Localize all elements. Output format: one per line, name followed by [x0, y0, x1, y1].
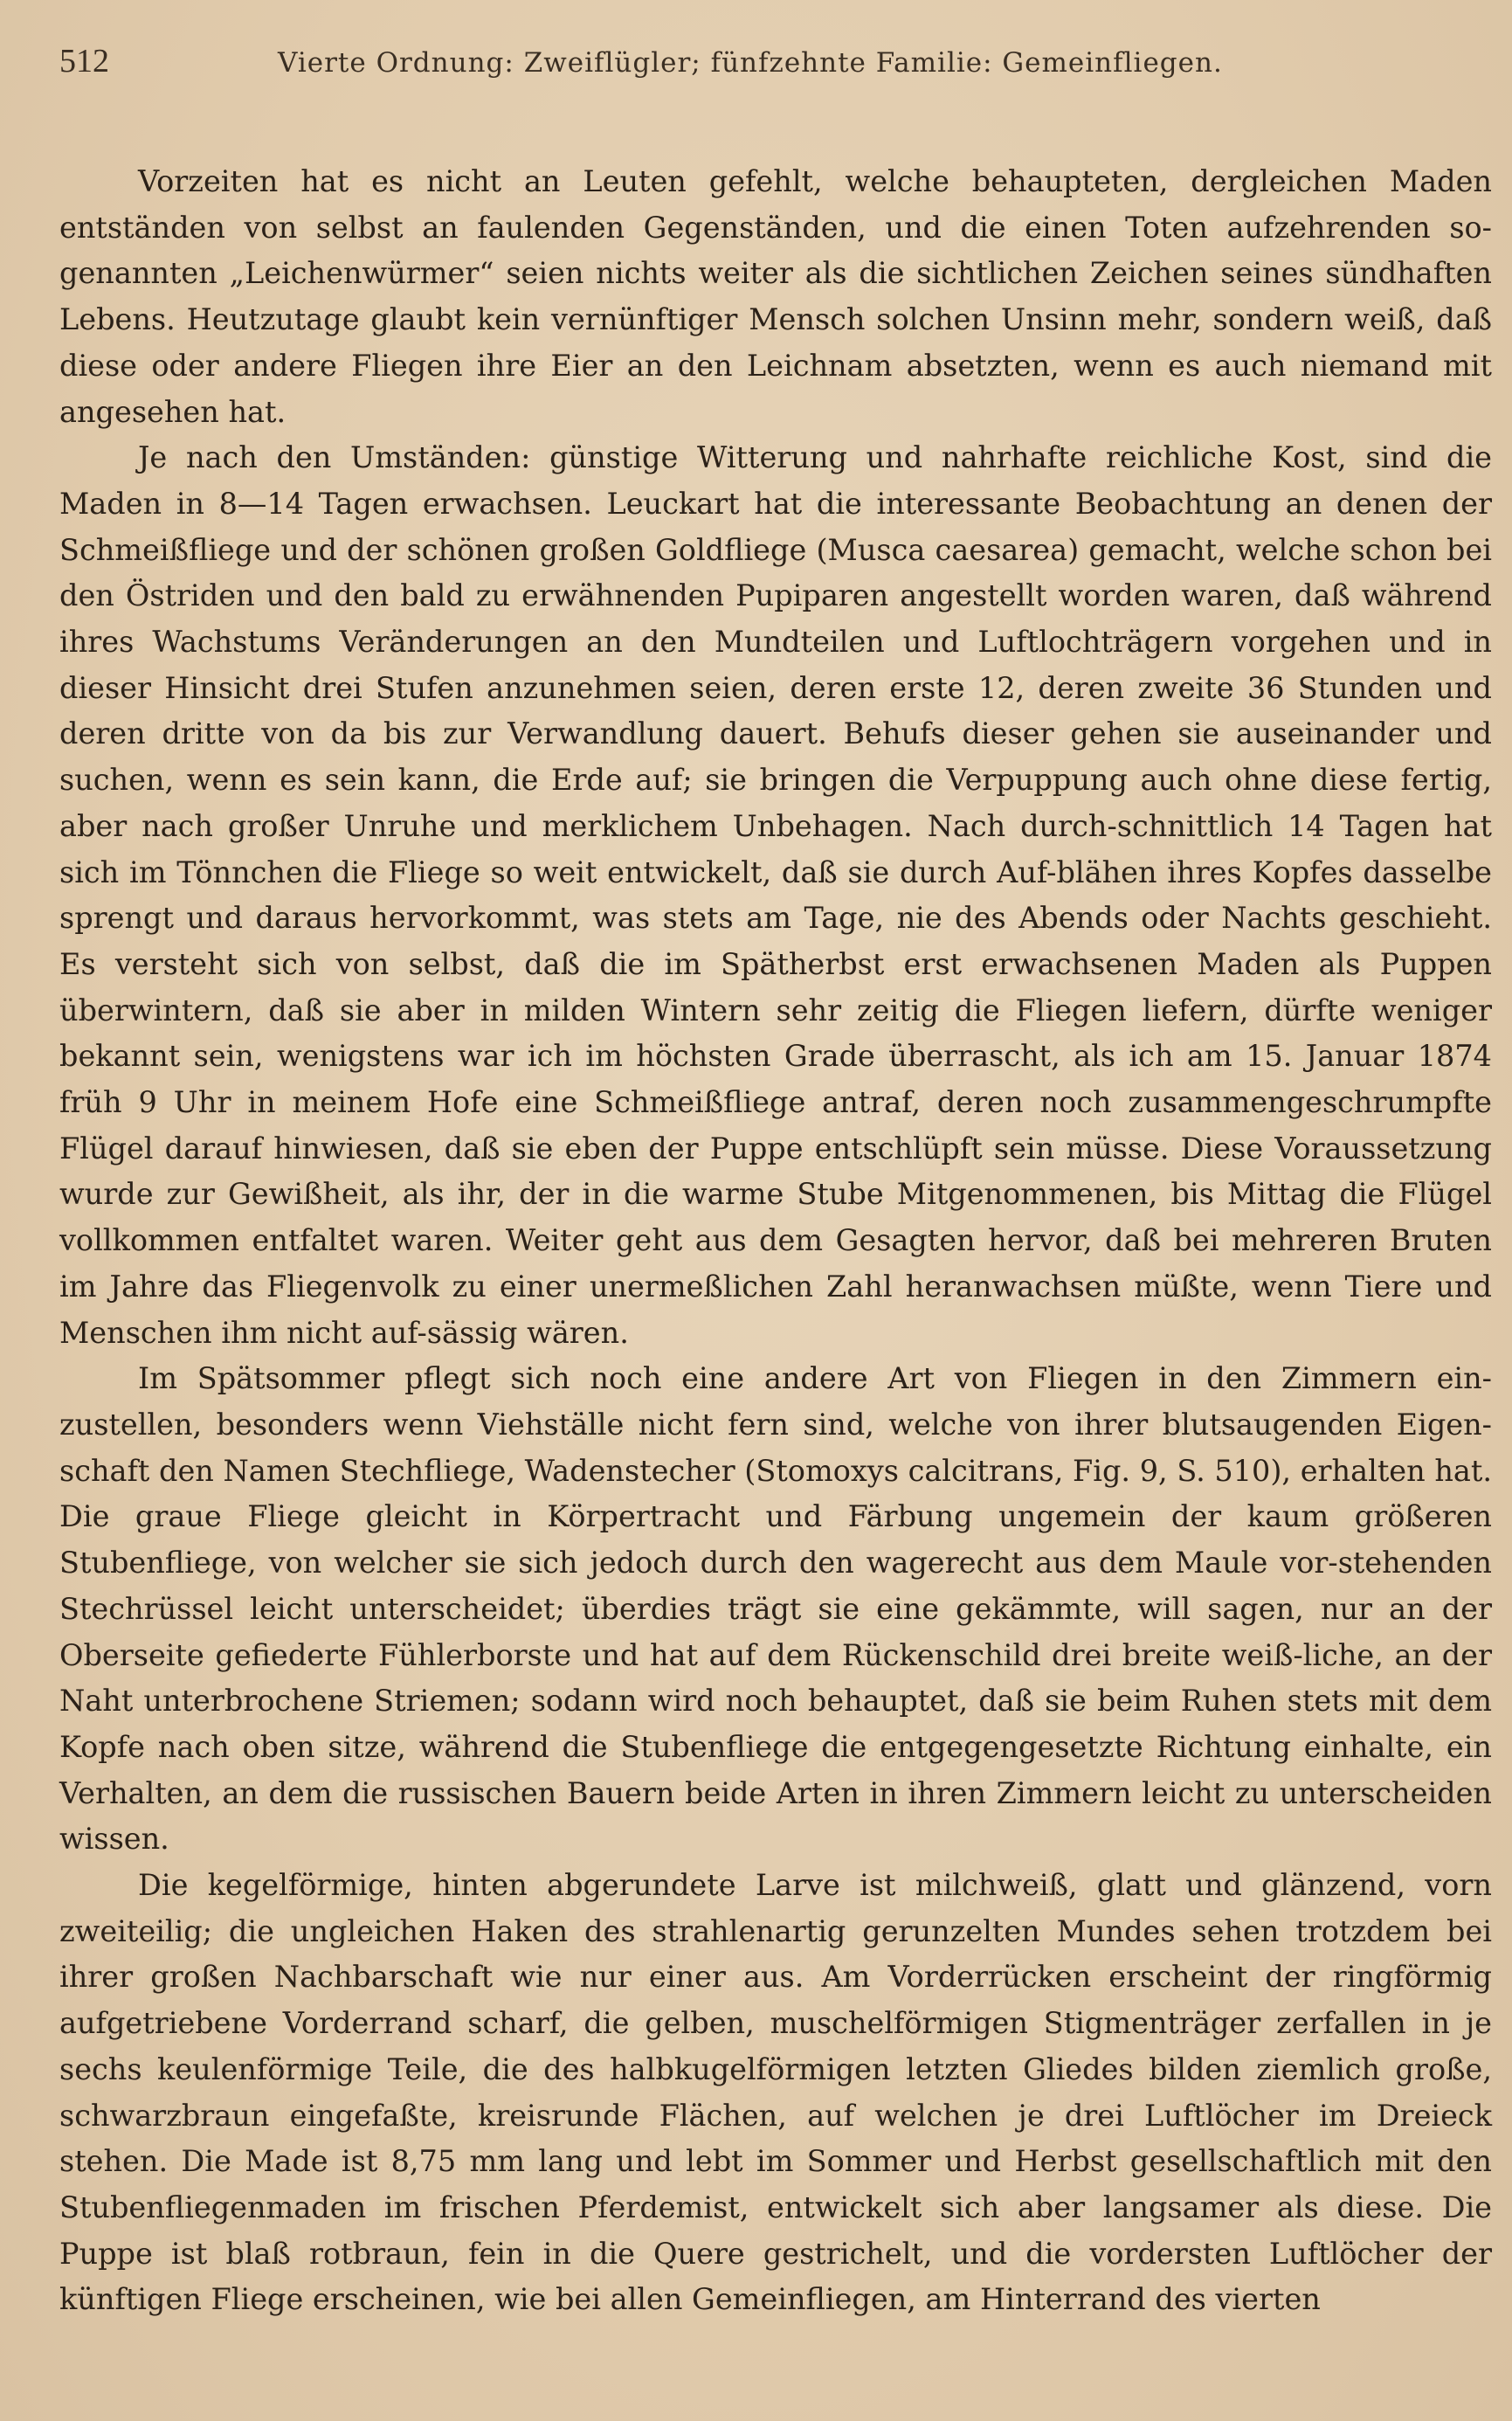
running-head: Vierte Ordnung: Zweiflügler; fünfzehnte Familie: Gemeinfliegen. [278, 47, 1223, 79]
page-header [59, 42, 1492, 103]
paragraph-2: Je nach den Umständen: günstige Witterung und nahrhafte reichliche Kost, sind die Maden in 8—14 Tagen erwachsen. Leuckart hat die interessante Beobachtung an denen der Schmeißfliege und der schönen großen Goldfliege (Musca caesarea) gemacht, welche schon bei den Östriden und den bald zu erwähnenden Pupiparen angestellt worden waren, daß während ihres Wachstums Veränderungen an den Mundteilen und Luftlochträgern vorgehen und in dieser Hinsicht drei Stufen anzunehmen seien, deren erste 12, deren zweite 36 Stunden und deren dritte von da bis zur Verwandlung dauert. Behufs dieser gehen sie auseinander und suchen, wenn es sein kann, die Erde auf; sie bringen die Verpuppung auch ohne diese fertig, aber nach großer Unruhe und merklichem Unbehagen. Nach durch-schnittlich 14 Tagen hat sich im Tönnchen die Fliege so weit entwickelt, daß sie durch Auf-blähen ihres Kopfes dasselbe sprengt und daraus hervorkommt, was stets am Tage, nie des Abends oder Nachts geschieht. Es versteht sich von selbst, daß die im Spätherbst erst erwachsenen Maden als Puppen überwintern, daß sie aber in milden Wintern sehr zeitig die Fliegen liefern, dürfte weniger bekannt sein, wenigstens war ich im höchsten Grade überrascht, als ich am 15. Januar 1874 früh 9 Uhr in meinem Hofe eine Schmeißfliege antraf, deren noch zusammengeschrumpfte Flügel darauf hinwiesen, daß sie eben der Puppe entschlüpft sein müsse. Diese Voraussetzung wurde zur Gewißheit, als ihr, der in die warme Stube Mitgenommenen, bis Mittag die Flügel vollkommen entfaltet waren. Weiter geht aus dem Gesagten hervor, daß bei mehreren Bruten im Jahre das Fliegenvolk zu einer unermeßlichen Zahl heranwachsen müßte, wenn Tiere und Menschen ihm nicht auf-sässig wären. [59, 440, 1492, 1350]
paragraph-1: Vorzeiten hat es nicht an Leuten gefehlt, welche behaupteten, dergleichen Maden entständen von selbst an faulenden Gegenständen, und die einen Toten aufzehrenden so-genannten „Leichenwürmer“ seien nichts weiter als die sichtlichen Zeichen seines sündhaften Lebens. Heutzutage glaubt kein vernünftiger Mensch solchen Unsinn mehr, sondern weiß, daß diese oder andere Fliegen ihre Eier an den Leichnam absetzten, wenn es auch niemand mit angesehen hat. [59, 164, 1492, 429]
paragraph-3: Im Spätsommer pflegt sich noch eine andere Art von Fliegen in den Zimmern ein-zustellen, besonders wenn Viehställe nicht fern sind, welche von ihrer blutsaugenden Eigen-schaft den Namen Stechfliege, Wadenstecher (Stomoxys calcitrans, Fig. 9, S. 510), erhalten hat. Die graue Fliege gleicht in Körpertracht und Färbung ungemein der kaum größeren Stubenfliege, von welcher sie sich jedoch durch den wagerecht aus dem Maule vor-stehenden Stechrüssel leicht unterscheidet; überdies trägt sie eine gekämmte, will sagen, nur an der Oberseite gefiederte Fühlerborste und hat auf dem Rückenschild drei breite weiß-liche, an der Naht unterbrochene Striemen; sodann wird noch behauptet, daß sie beim Ruhen stets mit dem Kopfe nach oben sitze, während die Stubenfliege die entgegengesetzte Richtung einhalte, ein Verhalten, an dem die russischen Bauern beide Arten in ihren Zimmern leicht zu unterscheiden wissen. [59, 1361, 1492, 1857]
book-page [59, 42, 1492, 2323]
body-text [59, 159, 1492, 2323]
paragraph-4: Die kegelförmige, hinten abgerundete Larve ist milchweiß, glatt und glänzend, vorn zweiteilig; die ungleichen Haken des strahlenartig gerunzelten Mundes sehen trotzdem bei ihrer großen Nachbarschaft wie nur einer aus. Am Vorderrücken erscheint der ringförmig aufgetriebene Vorderrand scharf, die gelben, muschelförmigen Stigmenträger zerfallen in je sechs keulenförmige Teile, die des halbkugelförmigen letzten Gliedes bilden ziemlich große, schwarzbraun eingefaßte, kreisrunde Flächen, auf welchen je drei Luftlöcher im Dreieck stehen. Die Made ist 8,75 mm lang und lebt im Sommer und Herbst gesellschaftlich mit den Stubenfliegenmaden im frischen Pferdemist, entwickelt sich aber langsamer als diese. Die Puppe ist blaß rotbraun, fein in die Quere gestrichelt, und die vordersten Luftlöcher der künftigen Fliege erscheinen, wie bei allen Gemeinfliegen, am Hinterrand des vierten [59, 1868, 1492, 2317]
page-number: 512 [59, 43, 109, 80]
